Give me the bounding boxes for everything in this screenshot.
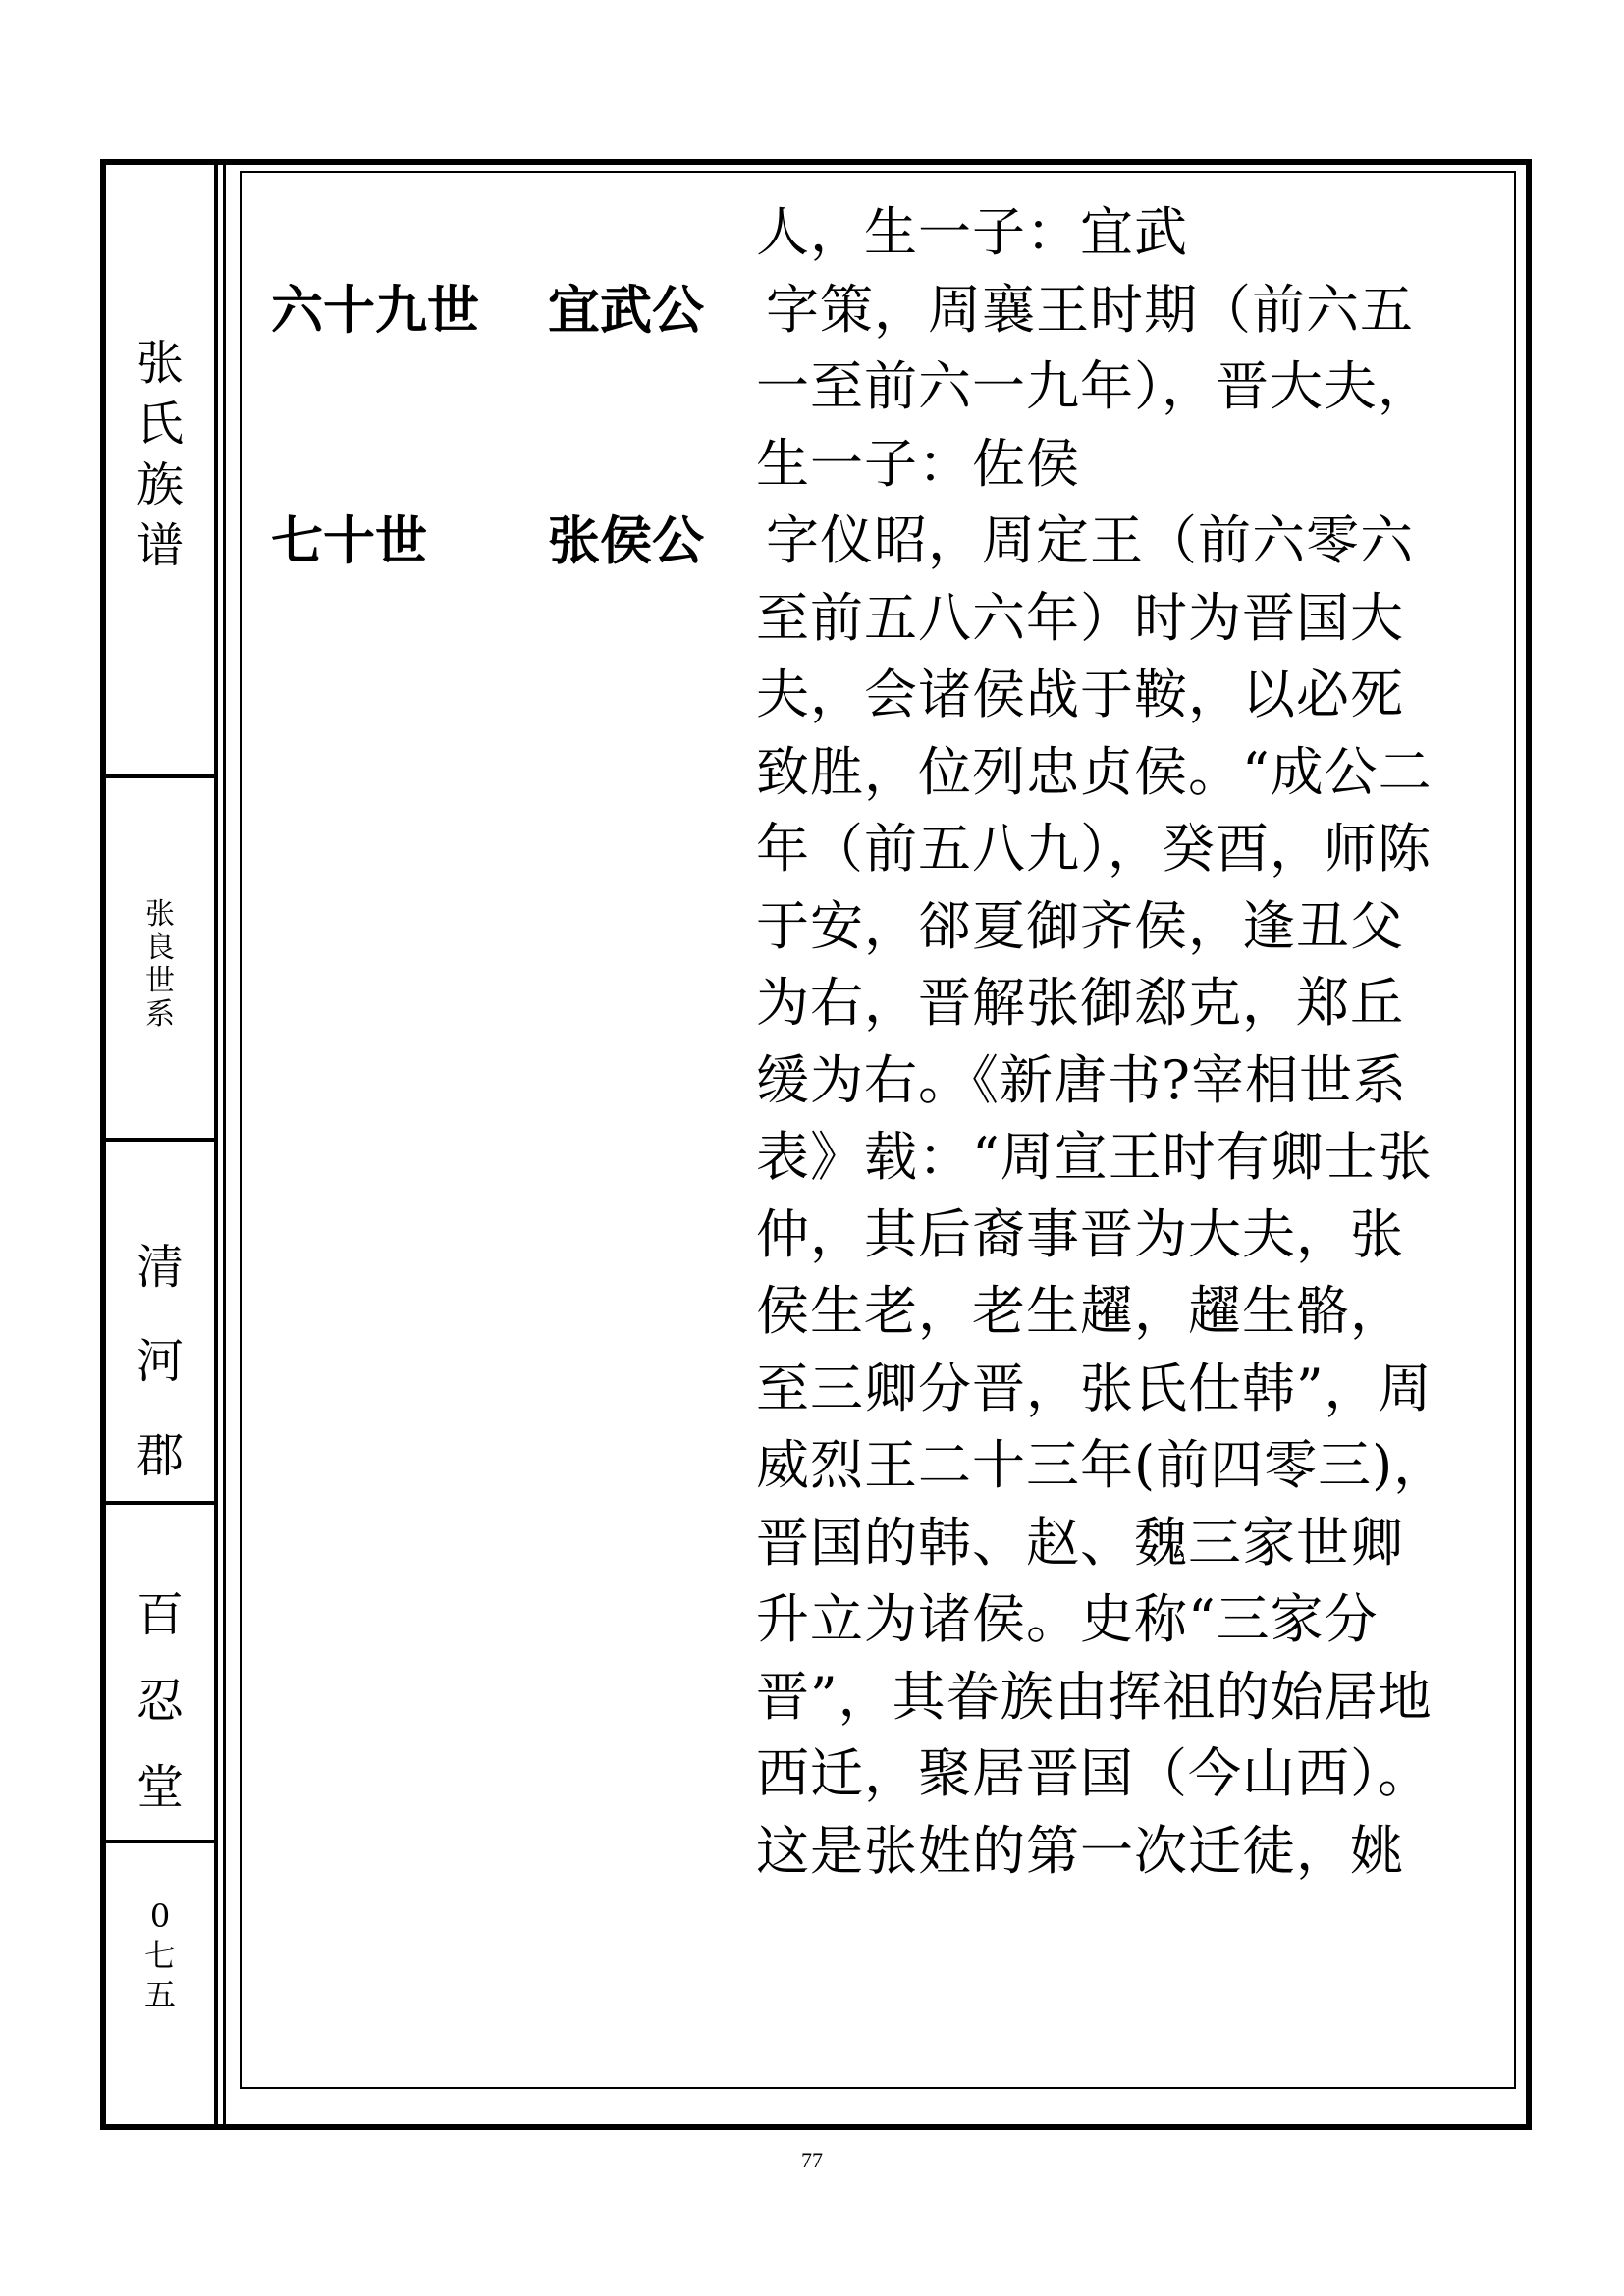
text-line: 西迁，聚居晋国（今山西）。 xyxy=(756,1742,1432,1804)
spine-section-char: 世 xyxy=(145,964,175,998)
text-line: 年（前五八九），癸酉，师陈 xyxy=(756,818,1432,880)
spine-hall-char: 堂 xyxy=(135,1760,184,1815)
spine-title-cell xyxy=(106,165,214,778)
text-line: 晋”，其眷族由挥祖的始居地 xyxy=(756,1665,1433,1728)
ancestor-name: 张侯公 xyxy=(548,511,704,571)
text-line: 为右，晋解张御郄克，郑丘 xyxy=(756,972,1404,1034)
spine-title-char: 谱 xyxy=(135,518,184,573)
text-line: 字策，周襄王时期（前六五 xyxy=(766,278,1414,341)
text-line: 字仪昭，周定王（前六零六 xyxy=(766,509,1414,571)
spine-title-char: 族 xyxy=(135,457,184,512)
biography-text xyxy=(756,201,1502,1901)
spine-folio-cell xyxy=(106,1843,214,2124)
text-line: 一至前六一九年），晋大夫， xyxy=(756,355,1432,417)
spine-hall-char: 忍 xyxy=(135,1674,184,1729)
text-line: 缓为右。《新唐书?宰相世系 xyxy=(756,1048,1407,1111)
spine-region-char: 清 xyxy=(135,1240,184,1295)
text-line: 威烈王二十三年(前四零三)， xyxy=(756,1434,1448,1496)
page-number: 77 xyxy=(801,2148,823,2172)
spine-folio-char: 七 xyxy=(143,1937,176,1974)
spine-divider xyxy=(214,165,226,2124)
spine-title-char: 张 xyxy=(135,336,184,391)
spine-section-cell xyxy=(106,778,214,1142)
spine-section-char: 良 xyxy=(145,931,175,965)
text-line: 晋国的韩、赵、魏三家世卿 xyxy=(756,1511,1404,1574)
text-line: 人，生一子：宜武 xyxy=(756,201,1188,263)
text-line: 仲，其后裔事晋为大夫，张 xyxy=(756,1202,1404,1265)
text-line: 至前五八六年）时为晋国大 xyxy=(756,586,1404,649)
ancestor-name: 宜武公 xyxy=(548,281,704,341)
spine-hall-char: 百 xyxy=(135,1587,184,1642)
spine-region-cell xyxy=(106,1142,214,1505)
text-line: 致胜，位列忠贞侯。“成公二 xyxy=(756,740,1433,803)
text-line: 生一子：佐侯 xyxy=(756,432,1080,495)
text-line: 于安，郤夏御齐侯，逢丑父 xyxy=(756,894,1404,957)
text-line: 侯生老，老生趯，趯生骼， xyxy=(756,1280,1404,1342)
spine-hall-cell xyxy=(106,1505,214,1843)
text-line: 至三卿分晋，张氏仕韩”，周 xyxy=(756,1357,1433,1419)
text-line: 表》载：“周宣王时有卿士张 xyxy=(756,1126,1433,1188)
generation-label: 七十世 xyxy=(271,511,427,571)
spine-region-char: 河 xyxy=(135,1334,184,1389)
spine-folio-char: 五 xyxy=(143,1976,176,2013)
text-line: 夫，会诸侯战于鞍，以必死 xyxy=(756,664,1404,725)
genealogy-body xyxy=(242,173,1514,2087)
spine-folio-char: 0 xyxy=(149,1897,171,1935)
spine-section-char: 张 xyxy=(145,897,175,932)
text-line: 升立为诸侯。史称“三家分 xyxy=(756,1588,1379,1650)
text-line: 这是张姓的第一次迁徒，姚 xyxy=(756,1819,1404,1882)
spine-section-char: 系 xyxy=(145,997,175,1032)
spine-region-char: 郡 xyxy=(135,1428,184,1483)
spine-title-char: 氏 xyxy=(135,397,184,452)
generation-label: 六十九世 xyxy=(271,281,479,341)
spine-column xyxy=(106,165,214,2124)
